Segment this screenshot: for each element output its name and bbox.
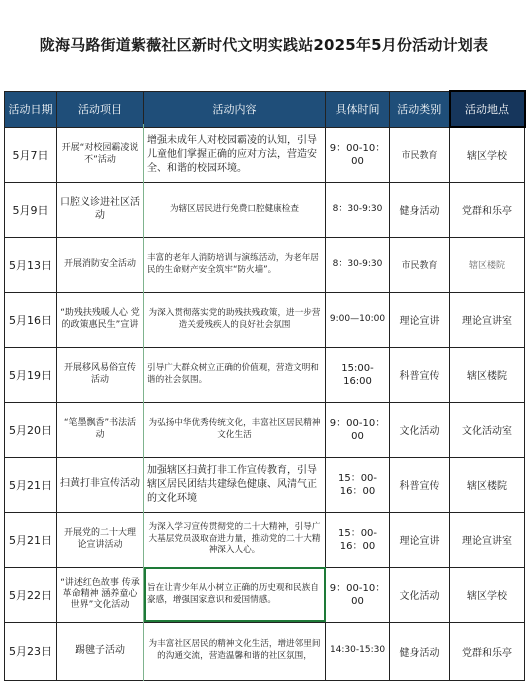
cell-time[interactable]: 9:00—10:00 xyxy=(326,292,390,347)
cell-date[interactable]: 5月7日 xyxy=(5,127,57,182)
cell-time[interactable]: 8：30-9:30 xyxy=(326,237,390,292)
sheet-title: 陇海马路街道紫薇社区新时代文明实践站2025年5月份活动计划表 xyxy=(39,35,489,54)
cell-item[interactable]: 开展党的二十大理论宣讲活动 xyxy=(57,512,144,567)
cell-item[interactable]: 踢毽子活动 xyxy=(57,622,144,680)
cell-item[interactable]: 扫黄打非宣传活动 xyxy=(57,457,144,512)
cell-location[interactable]: 党群和乐亭 xyxy=(450,622,525,680)
cell-location[interactable]: 辖区楼院 xyxy=(450,237,525,292)
cell-category[interactable]: 文化活动 xyxy=(390,402,450,457)
cell-location[interactable]: 辖区学校 xyxy=(450,127,525,182)
cell-time[interactable]: 15:00-16:00 xyxy=(326,347,390,402)
cell-location[interactable]: 理论宣讲室 xyxy=(450,512,525,567)
header-content[interactable]: 活动内容 xyxy=(144,91,326,127)
cell-item[interactable]: 开展消防安全活动 xyxy=(57,237,144,292)
cell-item[interactable]: “助残扶残暖人心 党的政策惠民生”宣讲 xyxy=(57,292,144,347)
cell-date[interactable]: 5月23日 xyxy=(5,622,57,680)
cell-category[interactable]: 文化活动 xyxy=(390,567,450,622)
cell-category[interactable]: 市民教育 xyxy=(390,127,450,182)
table-row xyxy=(5,402,525,457)
cell-category[interactable]: 理论宣讲 xyxy=(390,512,450,567)
cell-item[interactable]: 口腔义诊进社区活动 xyxy=(57,182,144,237)
cell-location[interactable]: 文化活动室 xyxy=(450,402,525,457)
column-guide-line xyxy=(143,124,144,681)
cell-date[interactable]: 5月16日 xyxy=(5,292,57,347)
table-row xyxy=(5,512,525,567)
cell-date[interactable]: 5月22日 xyxy=(5,567,57,622)
cell-time[interactable]: 8：30-9:30 xyxy=(326,182,390,237)
cell-time[interactable]: 9：00-10：00 xyxy=(326,127,390,182)
table-row xyxy=(5,457,525,512)
cell-date[interactable]: 5月13日 xyxy=(5,237,57,292)
table-row xyxy=(5,237,525,292)
cell-content[interactable]: 加强辖区扫黄打非工作宣传教育，引导辖区居民团结共建绿色健康、风清气正的文化环境 xyxy=(144,457,326,512)
cell-category[interactable]: 市民教育 xyxy=(390,237,450,292)
cell-date[interactable]: 5月9日 xyxy=(5,182,57,237)
cell-content[interactable]: 为深入贯彻落实党的助残扶残政策，进一步营造关爱残疾人的良好社会氛围 xyxy=(144,292,326,347)
cell-date[interactable]: 5月19日 xyxy=(5,347,57,402)
cell-item[interactable]: “讲述红色故事 传承革命精神 涵养童心世界”文化活动 xyxy=(57,567,144,622)
header-item[interactable]: 活动项目 xyxy=(57,91,144,127)
cell-content[interactable]: 为辖区居民进行免费口腔健康检查 xyxy=(144,182,326,237)
cell-category[interactable]: 理论宣讲 xyxy=(390,292,450,347)
cell-content[interactable]: 增强未成年人对校园霸凌的认知，引导儿童他们掌握正确的应对方法，营造安全、和谐的校园环境。 xyxy=(144,127,326,182)
cell-location[interactable]: 辖区学校 xyxy=(450,567,525,622)
table-row xyxy=(5,292,525,347)
cell-time[interactable]: 14:30-15:30 xyxy=(326,622,390,680)
activity-plan-table xyxy=(4,90,526,681)
cell-content-selected[interactable]: 旨在让青少年从小树立正确的历史观和民族自豪感，增强国家意识和爱国情感。 xyxy=(144,567,326,622)
cell-content[interactable]: 为深入学习宣传贯彻党的二十大精神，引导广大基层党员汲取奋进力量，推动党的二十大精神深入人心。 xyxy=(144,512,326,567)
cell-time[interactable]: 9：00-10：00 xyxy=(326,402,390,457)
header-category[interactable]: 活动类别 xyxy=(390,91,450,127)
header-date[interactable]: 活动日期 xyxy=(5,91,57,127)
cell-date[interactable]: 5月20日 xyxy=(5,402,57,457)
cell-content[interactable]: 丰富的老年人消防培训与演练活动，为老年居民的生命财产安全筑牢“防火墙”。 xyxy=(144,237,326,292)
cell-category[interactable]: 科普宣传 xyxy=(390,457,450,512)
cell-date[interactable]: 5月21日 xyxy=(5,457,57,512)
cell-location[interactable]: 辖区楼院 xyxy=(450,347,525,402)
cell-category[interactable]: 科普宣传 xyxy=(390,347,450,402)
cell-item[interactable]: 开展“对校园霸凌说不”活动 xyxy=(57,127,144,182)
table-row xyxy=(5,622,525,680)
table-row xyxy=(5,127,525,182)
header-location[interactable]: 活动地点 xyxy=(450,91,525,127)
cell-time[interactable]: 15：00-16：00 xyxy=(326,457,390,512)
cell-location[interactable]: 理论宣讲室 xyxy=(450,292,525,347)
header-time[interactable]: 具体时间 xyxy=(326,91,390,127)
cell-content[interactable]: 为丰富社区居民的精神文化生活，增进邻里间的沟通交流，营造温馨和谐的社区氛围， xyxy=(144,622,326,680)
cell-location[interactable]: 辖区楼院 xyxy=(450,457,525,512)
cell-location[interactable]: 党群和乐亭 xyxy=(450,182,525,237)
cell-item[interactable]: 开展移风易俗宣传活动 xyxy=(57,347,144,402)
header-row xyxy=(5,91,525,127)
cell-category[interactable]: 健身活动 xyxy=(390,622,450,680)
cell-date[interactable]: 5月21日 xyxy=(5,512,57,567)
cell-content[interactable]: 为弘扬中华优秀传统文化，丰富社区居民精神文化生活 xyxy=(144,402,326,457)
cell-time[interactable]: 9：00-10：00 xyxy=(326,567,390,622)
cell-time[interactable]: 15：00-16：00 xyxy=(326,512,390,567)
cell-content[interactable]: 引导广大群众树立正确的价值观，营造文明和谐的社会氛围。 xyxy=(144,347,326,402)
cell-item[interactable]: “笔墨飘香”书法活动 xyxy=(57,402,144,457)
table-row xyxy=(5,567,525,622)
cell-category[interactable]: 健身活动 xyxy=(390,182,450,237)
table-row xyxy=(5,182,525,237)
table-row xyxy=(5,347,525,402)
